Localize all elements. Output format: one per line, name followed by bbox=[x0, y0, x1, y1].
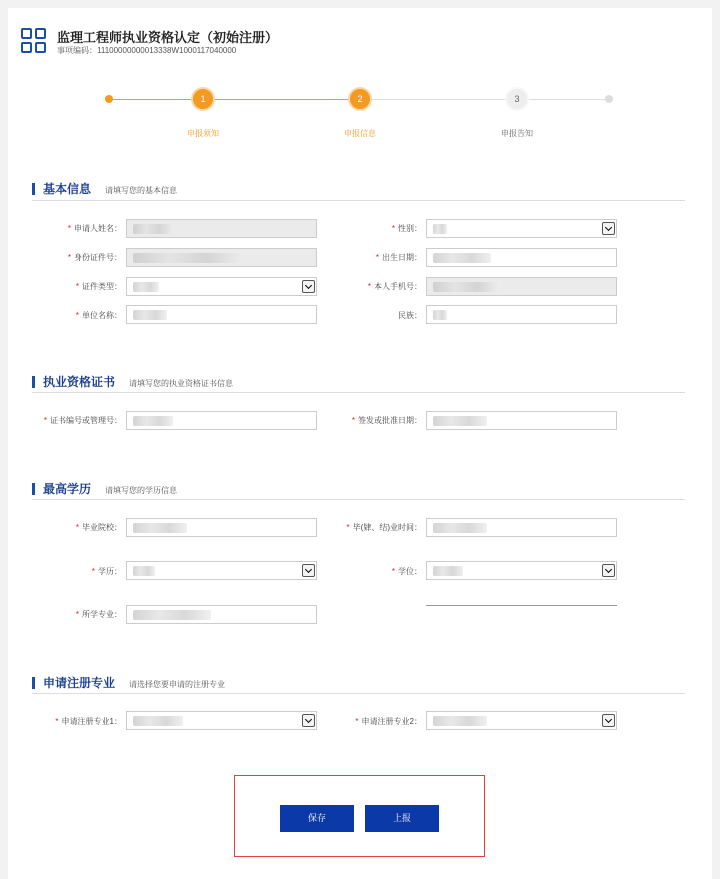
page-title: 监理工程师执业资格认定（初始注册） bbox=[57, 30, 279, 45]
birth-field[interactable] bbox=[426, 248, 617, 267]
id-type-select[interactable] bbox=[126, 277, 317, 296]
section-divider bbox=[32, 499, 685, 500]
reg-major2-select[interactable] bbox=[426, 711, 617, 730]
ethnic-field[interactable] bbox=[426, 305, 617, 324]
phone-field[interactable] bbox=[426, 277, 617, 296]
grad-time-label: * 毕(肄、结)业时间： bbox=[346, 523, 422, 532]
cert-no-field[interactable] bbox=[126, 411, 317, 430]
school-label: * 毕业院校： bbox=[75, 523, 122, 532]
step-3-circle: 3 bbox=[505, 87, 529, 111]
id-no-field[interactable] bbox=[126, 248, 317, 267]
step-line-todo bbox=[362, 99, 609, 100]
cert-no-label: * 证书编号或管理号： bbox=[43, 416, 122, 425]
step-1-label: 申报须知 bbox=[187, 129, 219, 138]
reg-major1-label: * 申请注册专业1： bbox=[55, 717, 122, 726]
chevron-down-icon[interactable] bbox=[602, 564, 615, 577]
action-box bbox=[234, 775, 485, 857]
section-divider bbox=[32, 693, 685, 694]
step-end-dot bbox=[605, 95, 613, 103]
issue-date-label: * 签发或批准日期： bbox=[351, 416, 422, 425]
school-field[interactable] bbox=[126, 518, 317, 537]
section-divider bbox=[32, 392, 685, 393]
save-button[interactable]: 保存 bbox=[280, 805, 354, 832]
major-field[interactable] bbox=[126, 605, 317, 624]
grid-app-icon bbox=[21, 28, 47, 54]
id-type-label: * 证件类型： bbox=[75, 282, 122, 291]
section-cert-title: 执业资格证书 bbox=[32, 376, 115, 388]
edu-select[interactable] bbox=[126, 561, 317, 580]
step-line-done bbox=[109, 99, 362, 100]
reg-major2-label: * 申请注册专业2： bbox=[355, 717, 422, 726]
chevron-down-icon[interactable] bbox=[602, 714, 615, 727]
item-code: 事项编码：11100000000013338W1000117040000 bbox=[57, 46, 237, 55]
id-no-label: * 身份证件号： bbox=[67, 253, 122, 262]
name-field[interactable] bbox=[126, 219, 317, 238]
step-1-circle: 1 bbox=[191, 87, 215, 111]
name-label: * 申请人姓名： bbox=[67, 224, 122, 233]
degree-underline bbox=[426, 605, 617, 606]
page-container bbox=[8, 8, 712, 879]
gender-select[interactable] bbox=[426, 219, 617, 238]
degree-select[interactable] bbox=[426, 561, 617, 580]
section-reg-subtitle: 请选择您要申请的注册专业 bbox=[129, 680, 225, 689]
section-basic-subtitle: 请填写您的基本信息 bbox=[105, 186, 177, 195]
step-2-circle: 2 bbox=[348, 87, 372, 111]
section-divider bbox=[32, 200, 685, 201]
edu-label: * 学历： bbox=[91, 567, 122, 576]
ethnic-label: 民族： bbox=[398, 311, 422, 320]
section-cert-subtitle: 请填写您的执业资格证书信息 bbox=[129, 379, 233, 388]
step-start-dot bbox=[105, 95, 113, 103]
section-reg-title: 申请注册专业 bbox=[32, 677, 115, 689]
issue-date-field[interactable] bbox=[426, 411, 617, 430]
progress-stepper bbox=[8, 86, 712, 146]
section-edu-title: 最高学历 bbox=[32, 483, 91, 495]
phone-label: * 本人手机号： bbox=[367, 282, 422, 291]
degree-label: * 学位： bbox=[391, 567, 422, 576]
step-2-label: 申报信息 bbox=[344, 129, 376, 138]
reg-major1-select[interactable] bbox=[126, 711, 317, 730]
org-label: * 单位名称： bbox=[75, 311, 122, 320]
org-field[interactable] bbox=[126, 305, 317, 324]
submit-button[interactable]: 上报 bbox=[365, 805, 439, 832]
major-label: * 所学专业： bbox=[75, 610, 122, 619]
section-edu-subtitle: 请填写您的学历信息 bbox=[105, 486, 177, 495]
chevron-down-icon[interactable] bbox=[602, 222, 615, 235]
section-basic-title: 基本信息 bbox=[32, 183, 91, 195]
gender-label: * 性别： bbox=[391, 224, 422, 233]
step-3-label: 申报告知 bbox=[501, 129, 533, 138]
birth-label: * 出生日期： bbox=[375, 253, 422, 262]
grad-time-field[interactable] bbox=[426, 518, 617, 537]
